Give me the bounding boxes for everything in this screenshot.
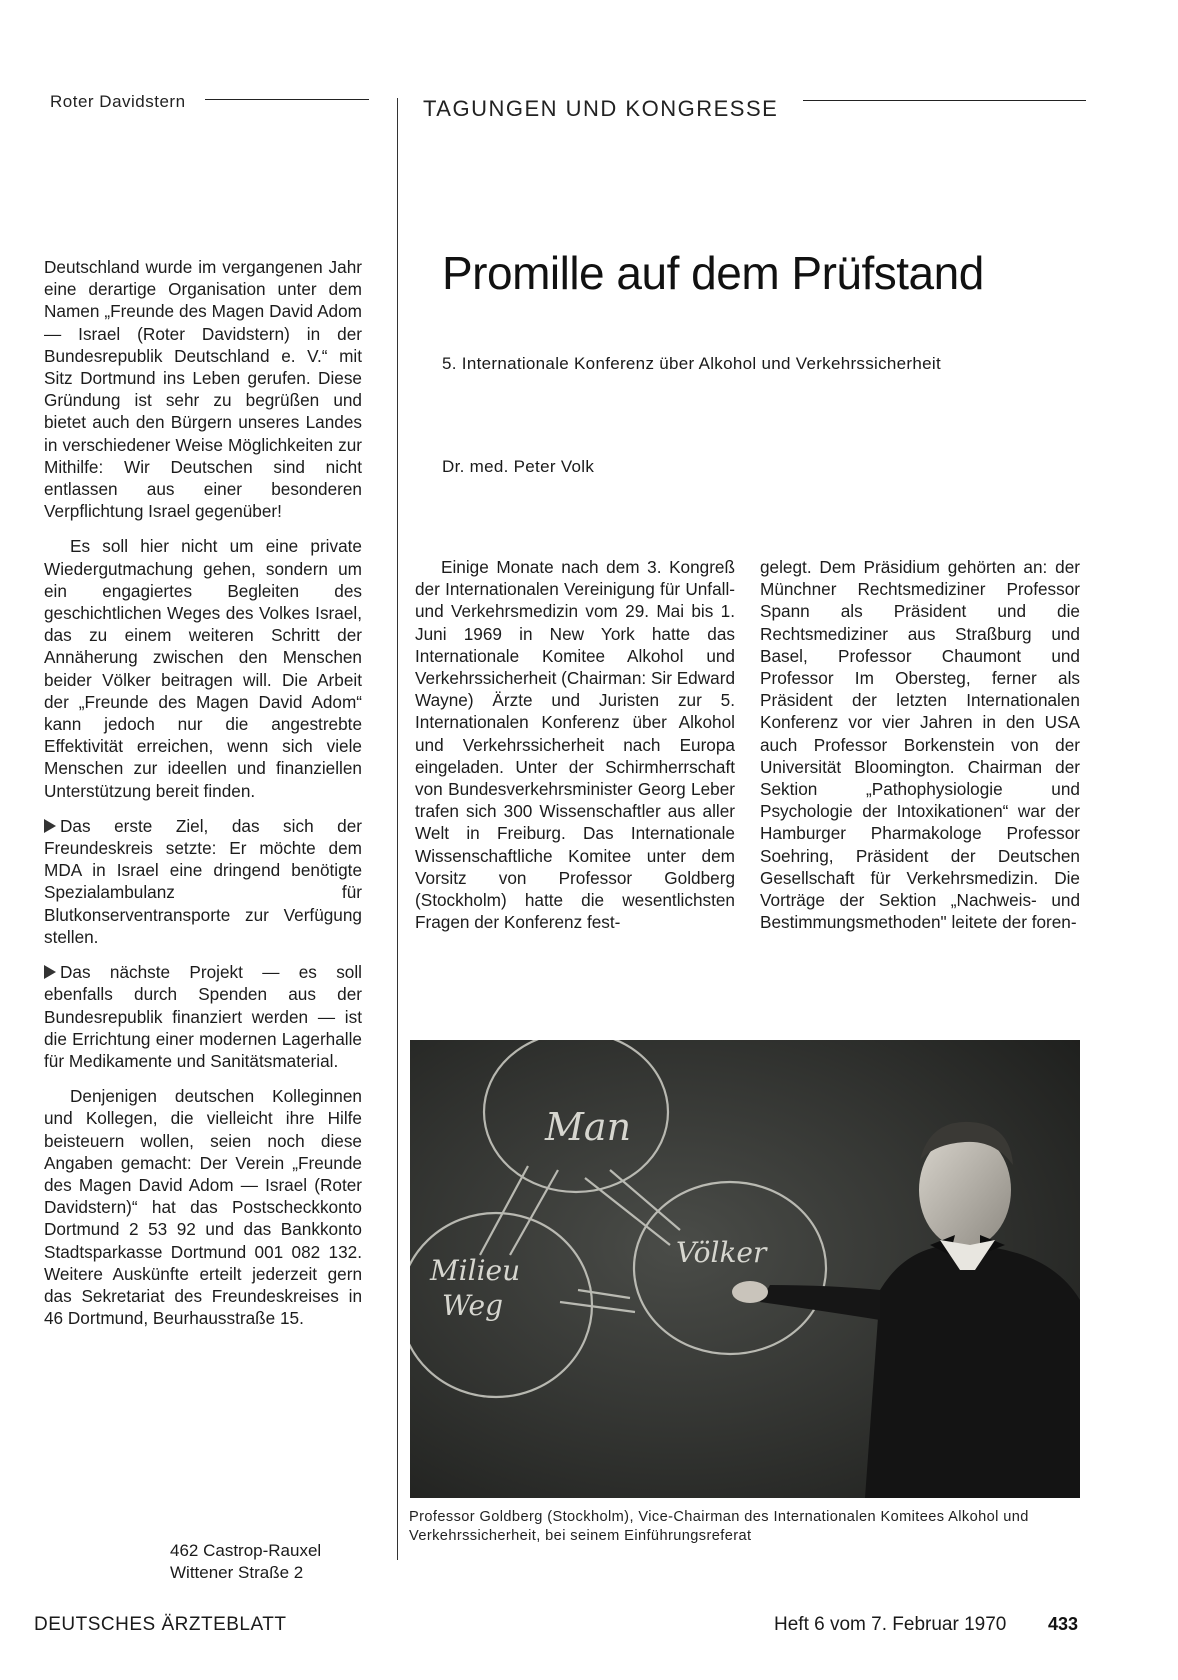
address-line: 462 Castrop-Rauxel — [170, 1541, 322, 1560]
header-rule-right — [803, 100, 1086, 101]
triangle-bullet-icon — [44, 819, 56, 833]
blackboard-photo-illustration — [410, 1040, 1080, 1498]
board-word: Man — [545, 1105, 632, 1149]
left-column — [44, 256, 362, 1342]
address-line: Wittener Straße 2 — [170, 1563, 304, 1582]
article-title: Promille auf dem Prüfstand — [442, 247, 984, 299]
paragraph: Es soll hier nicht um eine private Wiedergutmachung gehen, sondern um ein engagiertes Begleiten des geschichtlichen Weges des Volkes Israel, das zu einem weiteren Schritt der Annäherung zwischen den Menschen beider Völker beitragen will. Die Arbeit der „Freunde des Magen David Adom“ kann jedoch nur die angestrebte Effektivität erreichen, wenn sich viele Menschen zur ideellen und finanziellen Unterstützung bereit finden. — [44, 536, 362, 801]
board-word: Völker — [676, 1236, 767, 1269]
journal-name: DEUTSCHES ÄRZTEBLATT — [34, 1614, 287, 1635]
header-rule-left — [205, 99, 369, 100]
bullet-paragraph — [44, 961, 362, 1072]
article-subtitle: 5. Internationale Konferenz über Alkohol und Verkehrssicherheit — [442, 354, 941, 373]
article-column-1 — [415, 556, 735, 946]
article-column-2 — [760, 556, 1080, 946]
paragraph-text: Das erste Ziel, das sich der Freundeskreis setzte: Er möchte dem MDA in Israel eine dringend benötigte Spezialambulanz für Blutkonserventransporte zur Verfügung stellen. — [44, 815, 362, 947]
page-number: 433 — [1048, 1614, 1079, 1634]
issue-info: Heft 6 vom 7. Februar 1970 — [774, 1614, 1007, 1635]
section-label-right: TAGUNGEN UND KONGRESSE — [423, 96, 779, 121]
column-divider — [397, 98, 398, 1560]
bullet-paragraph — [44, 815, 362, 948]
lecture-photo — [410, 1040, 1080, 1498]
paragraph: Deutschland wurde im vergangenen Jahr eine derartige Organisation unter dem Namen „Freunde des Magen David Adom — Israel (Roter Davidstern) in der Bundesrepublik Deutschland e. V.“ mit Sitz Dortmund ins Leben gerufen. Diese Gründung ist sehr zu begrüßen und bietet auch den Bürgern unseres Landes in verschiedener Weise Möglichkeiten zur Mithilfe: Wir Deutschen sind nicht entlassen aus einer besonderen Verpflichtung Israel gegenüber! — [44, 257, 362, 522]
paragraph-text: Das nächste Projekt — es soll ebenfalls durch Spenden aus der Bundesrepublik finanziert werden — ist die Errichtung einer modernen Lagerhalle für Medikamente und Sanitätsmaterial. — [44, 962, 362, 1071]
address-block — [170, 1540, 321, 1584]
article-author: Dr. med. Peter Volk — [442, 457, 595, 476]
board-word: Milieu — [430, 1254, 521, 1287]
paragraph: Denjenigen deutschen Kolleginnen und Kollegen, die vielleicht ihre Hilfe beisteuern wollen, seien noch diese Angaben gemacht: Der Verein „Freunde des Magen David Adom — Israel (Roter Davidstern)“ hat das Postscheckkonto Dortmund 2 53 92 und das Bankkonto Stadtsparkasse Dortmund 001 082 132. Weitere Auskünfte erteilt jederzeit gern das Sekretariat des Freundeskreises in 46 Dortmund, Beurhausstraße 15. — [44, 1086, 362, 1329]
triangle-bullet-icon — [44, 965, 56, 979]
section-label-left: Roter Davidstern — [50, 92, 186, 111]
paragraph: gelegt. Dem Präsidium gehörten an: der Münchner Rechtsmediziner Professor Spann als Präsident und die Rechtsmediziner aus Straßburg und Basel, Professor Chaumont und Professor Im Obersteg, ferner als Präsident der letzten Internationalen Konferenz vor vier Jahren in den USA auch Professor Borkenstein von der Universität Bloomington. Chairman der Sektion „Pathophysiologie und Psychologie der Intoxikationen“ war der Hamburger Pharmakologe Professor Soehring, Präsident der Deutschen Gesellschaft für Verkehrsmedizin. Die Vorträge der Sektion „Nachweis- und Bestimmungsmethoden" leitete der foren- — [760, 557, 1080, 933]
board-word: Weg — [442, 1289, 503, 1322]
photo-caption: Professor Goldberg (Stockholm), Vice-Chairman des Internationalen Komitees Alkohol und Verkehrssicherheit, bei seinem Einführungsreferat — [409, 1509, 1029, 1544]
paragraph: Einige Monate nach dem 3. Kongreß der Internationalen Vereinigung für Unfall- und Verkehrsmedizin vom 29. Mai bis 1. Juni 1969 in New York hatte das Internationale Komitee Alkohol und Verkehrssicherheit (Chairman: Sir Edward Wayne) Ärzte und Juristen zur 5. Internationalen Konferenz über Alkohol und Verkehrssicherheit nach Europa eingeladen. Unter der Schirmherrschaft von Bundesverkehrsminister Georg Leber trafen sich 300 Wissenschaftler aus aller Welt in Freiburg. Das Internationale Wissenschaftliche Komitee unter dem Vorsitz von Professor Goldberg (Stockholm) hatte die wesentlichsten Fragen der Konferenz fest- — [415, 557, 735, 933]
